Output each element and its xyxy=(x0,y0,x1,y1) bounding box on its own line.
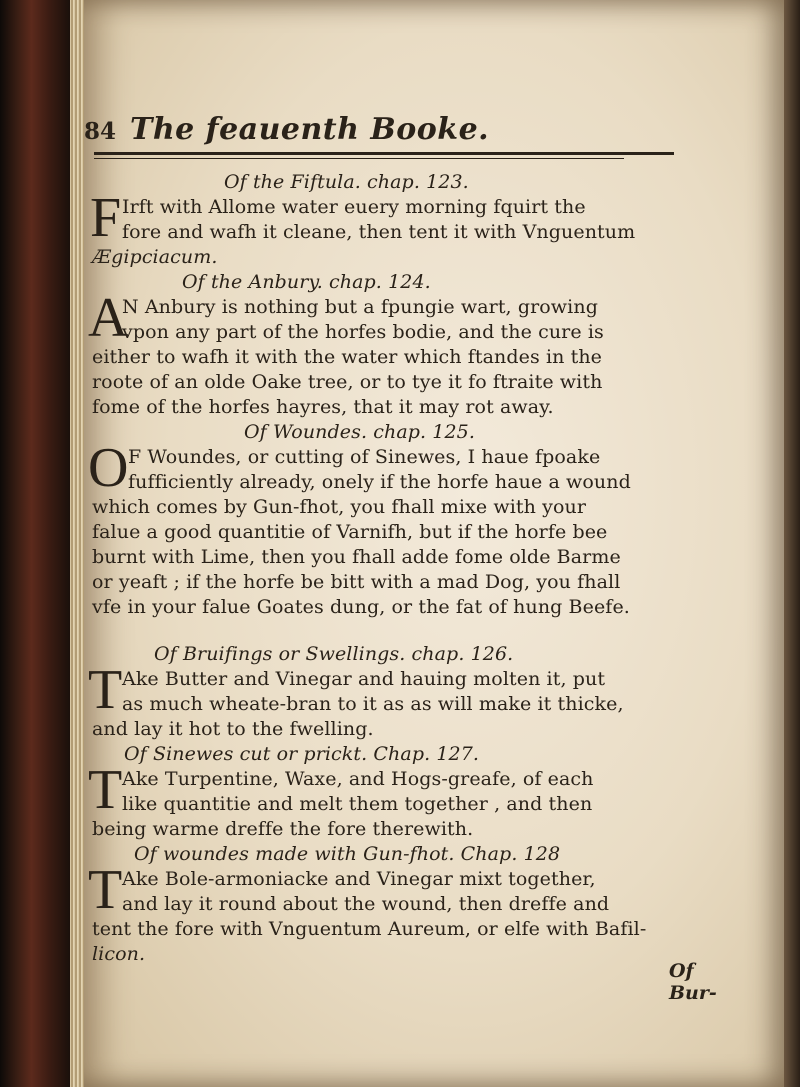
drop-cap-t: T xyxy=(88,659,123,721)
text-line: Ake Bole-armoniacke and Vinegar mixt together, xyxy=(122,868,596,890)
text-line: fufficiently already, onely if the horfe haue a wound xyxy=(128,471,631,493)
drop-cap-t: T xyxy=(88,859,123,921)
header-rule-thin xyxy=(94,158,624,159)
section-heading-woundes: Of Woundes. chap. 125. xyxy=(244,421,475,443)
text-line: F Woundes, or cutting of Sinewes, I haue fpoake xyxy=(128,446,601,468)
text-line: being warme dreffe the fore therewith. xyxy=(92,818,474,840)
section-heading-gunshot: Of woundes made with Gun-fhot. Chap. 128 xyxy=(134,843,561,865)
page-shadow xyxy=(784,0,800,1087)
text-line: Ake Turpentine, Waxe, and Hogs-greafe, of each xyxy=(122,768,594,790)
drop-cap-o: O xyxy=(88,437,129,499)
section-heading-bruisings: Of Bruifings or Swellings. chap. 126. xyxy=(154,643,514,665)
text-line: Irft with Allome water euery morning fquirt the xyxy=(122,196,586,218)
text-line: as much wheate-bran to it as as will make it thicke, xyxy=(122,693,624,715)
book-page xyxy=(84,0,784,1087)
text-line: vpon any part of the horfes bodie, and the cure is xyxy=(122,321,604,343)
page-header xyxy=(84,104,784,160)
text-line: burnt with Lime, then you fhall adde fome olde Barme xyxy=(92,546,621,568)
text-line: falue a good quantitie of Varnifh, but if the horfe bee xyxy=(92,521,608,543)
text-line: fome of the horfes hayres, that it may rot away. xyxy=(92,396,554,418)
page-number: 84 xyxy=(84,118,117,145)
text-line: either to wafh it with the water which ftandes in the xyxy=(92,346,603,368)
text-line: licon. xyxy=(92,943,146,965)
catchword: Of Bur- xyxy=(669,960,717,1004)
running-title: The feauenth Booke. xyxy=(130,112,490,147)
drop-cap-f: F xyxy=(90,187,122,249)
header-rule xyxy=(94,152,674,155)
book-spine xyxy=(0,0,70,1087)
text-line: N Anbury is nothing but a fpungie wart, growing xyxy=(122,296,598,318)
text-line: like quantitie and melt them together , and then xyxy=(122,793,593,815)
text-line: and lay it hot to the fwelling. xyxy=(92,718,374,740)
text-line: roote of an olde Oake tree, or to tye it fo ftraite with xyxy=(92,371,603,393)
text-line: which comes by Gun-fhot, you fhall mixe with your xyxy=(92,496,587,518)
text-line: vfe in your falue Goates dung, or the fat of hung Beefe. xyxy=(92,596,630,618)
section-heading-fistula: Of the Fiftula. chap. 123. xyxy=(224,171,469,193)
section-heading-anbury: Of the Anbury. chap. 124. xyxy=(182,271,431,293)
text-line: or yeaft ; if the horfe be bitt with a mad Dog, you fhall xyxy=(92,571,621,593)
section-heading-sinewes: Of Sinewes cut or prickt. Chap. 127. xyxy=(124,743,480,765)
drop-cap-a: A xyxy=(88,287,129,349)
text-line: and lay it round about the wound, then dreffe and xyxy=(122,893,610,915)
drop-cap-t: T xyxy=(88,759,123,821)
text-line: Ægipciacum. xyxy=(92,246,218,268)
text-line: fore and wafh it cleane, then tent it with Vnguentum xyxy=(122,221,636,243)
text-line: Ake Butter and Vinegar and hauing molten it, put xyxy=(122,668,606,690)
text-line: tent the fore with Vnguentum Aureum, or elfe with Bafil- xyxy=(92,918,647,940)
page-edges xyxy=(70,0,84,1087)
